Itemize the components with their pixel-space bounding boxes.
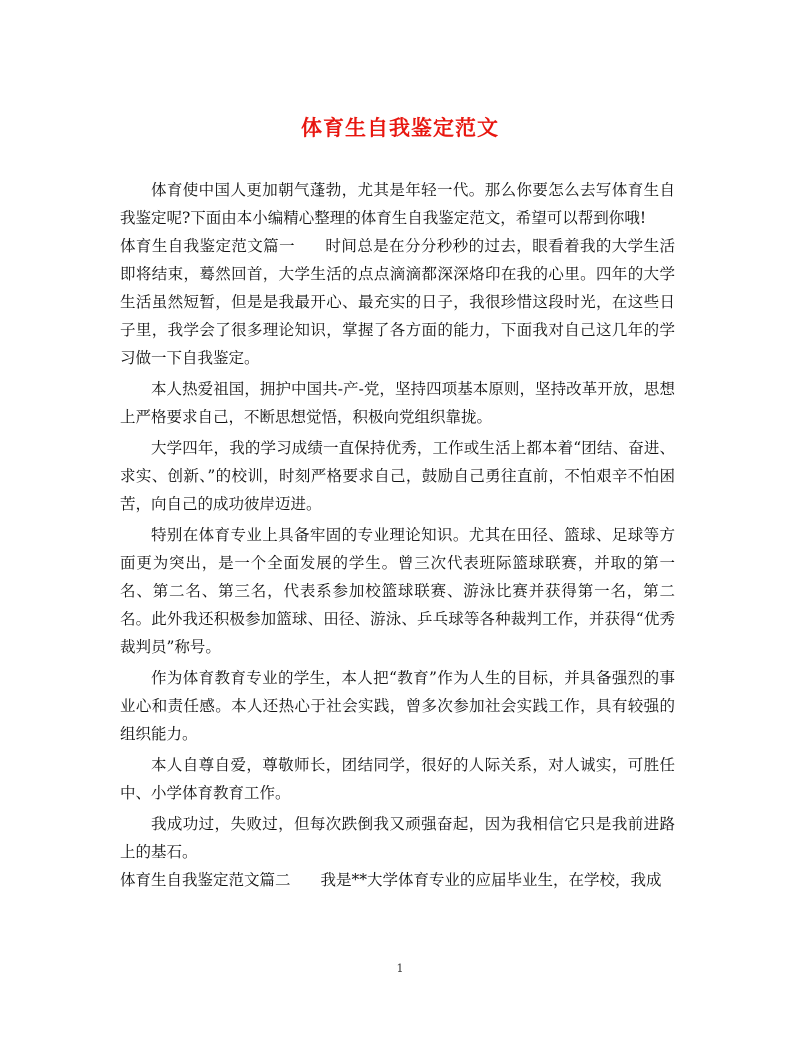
body-paragraph: 本人热爱祖国，拥护中国共-产-党，坚持四项基本原则，坚持改革开放，思想上严格要求自己，不断思想觉悟，积极向党组织靠拢。 — [120, 380, 675, 426]
body-paragraph: 我成功过，失败过，但每次跌倒我又顽强奋起，因为我相信它只是我前进路上的基石。 — [120, 815, 675, 861]
section-one-label: 体育生自我鉴定范文篇一 — [120, 237, 295, 255]
page-number: 1 — [396, 962, 404, 975]
document-title: 体育生自我鉴定范文 — [301, 115, 499, 140]
intro-paragraph: 体育使中国人更加朝气蓬勃，尤其是年轻一代。那么你要怎么去写体育生自我鉴定呢?下面由本小编精心整理的体育生自我鉴定范文，希望可以帮到你哦! — [120, 181, 675, 227]
document-body — [120, 176, 675, 894]
body-paragraph: 本人自尊自爱，尊敬师长，团结同学，很好的人际关系，对人诚实，可胜任中、小学体育教育工作。 — [120, 756, 675, 802]
section-two-label: 体育生自我鉴定范文篇二 — [120, 871, 291, 889]
section-two-text: 我是**大学体育专业的应届毕业生，在学校，我成 — [320, 871, 662, 889]
body-paragraph: 作为体育教育专业的学生，本人把“教育”作为人生的目标，并具备强烈的事业心和责任感。本人还热心于社会实践，曾多次参加社会实践工作，具有较强的组织能力。 — [120, 669, 675, 743]
section-one-text: 时间总是在分分秒秒的过去，眼看着我的大学生活即将结束，蓦然回首，大学生活的点点滴滴都深深烙印在我的心里。四年的大学生活虽然短暂，但是是我最开心、最充实的日子，我很珍惜这段时光，在这些日子里，我学会了很多理论知识，掌握了各方面的能力，下面我对自己这几年的学习做一下自我鉴定。 — [120, 237, 675, 367]
body-paragraph: 大学四年，我的学习成绩一直保持优秀，工作或生活上都本着“团结、奋进、求实、创新、”的校训，时刻严格要求自己，鼓励自己勇往直前，不怕艰辛不怕困苦，向自己的成功彼岸迈进。 — [120, 439, 675, 513]
body-paragraph: 特别在体育专业上具备牢固的专业理论知识。尤其在田径、篮球、足球等方面更为突出，是一个全面发展的学生。曾三次代表班际篮球联赛，并取的第一名、第二名、第三名，代表系参加校篮球联赛、游泳比赛并获得第一名，第二名。此外我还积极参加篮球、田径、游泳、乒乓球等各种裁判工作，并获得“优秀裁判员”称号。 — [120, 526, 675, 656]
section-two-paragraph — [120, 866, 675, 894]
section-one-paragraph — [120, 232, 675, 372]
